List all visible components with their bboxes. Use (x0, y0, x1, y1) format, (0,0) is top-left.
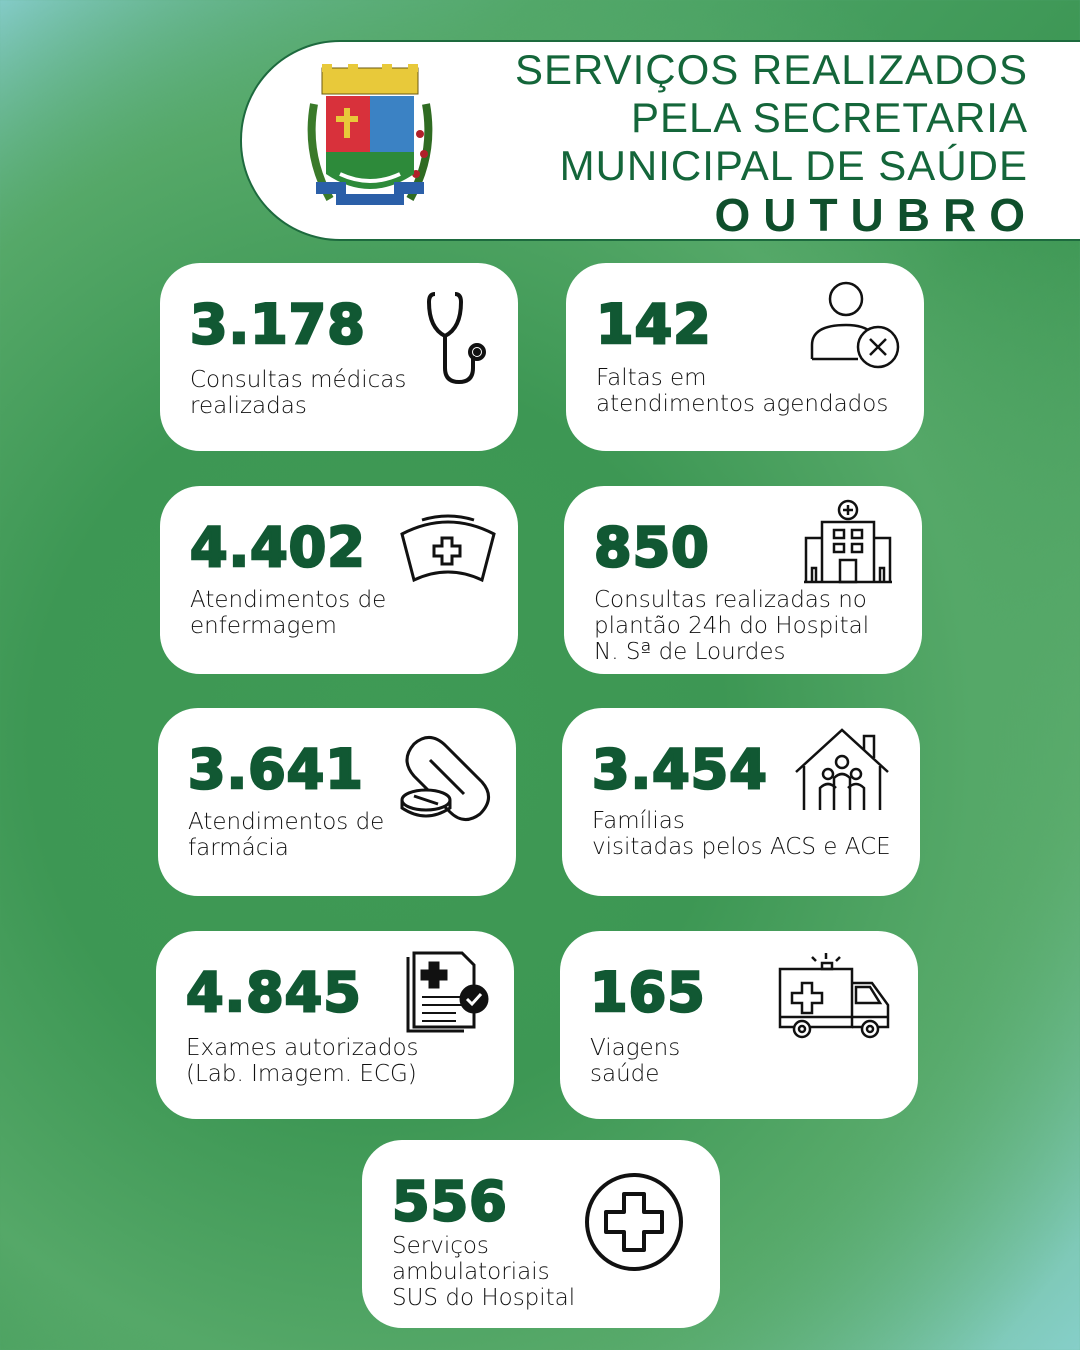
header-banner (240, 40, 1080, 241)
description-line: ambulatoriais (392, 1259, 550, 1285)
stat-card-enfermagem (160, 486, 518, 674)
description-line: Famílias (592, 808, 685, 834)
description-line: Atendimentos de (188, 809, 385, 835)
stat-value: 3.454 (592, 738, 768, 801)
stat-description (392, 1233, 575, 1311)
nurse-cap-icon (398, 514, 498, 584)
stat-description (592, 808, 891, 860)
stat-value: 3.641 (188, 738, 364, 801)
stat-description (596, 365, 888, 417)
description-line: N. Sª de Lourdes (594, 639, 786, 665)
description-line: saúde (590, 1061, 660, 1087)
ambulance-icon (776, 947, 892, 1043)
description-line: Consultas médicas (190, 367, 407, 393)
stat-description (594, 587, 869, 665)
pills-icon (400, 734, 492, 826)
description-line: atendimentos agendados (596, 391, 889, 417)
stat-card-ambulatoriais (362, 1140, 720, 1328)
header-title (515, 46, 1028, 190)
coat-of-arms-logo (300, 64, 440, 220)
stat-value: 556 (392, 1170, 508, 1233)
description-line: Serviços (392, 1233, 489, 1259)
stat-card-farmacia (158, 708, 516, 896)
stat-card-faltas (566, 263, 924, 451)
title-line: SERVIÇOS REALIZADOS (514, 46, 1028, 93)
stat-description (186, 1035, 419, 1087)
user-absent-icon (808, 281, 903, 369)
stat-value: 4.402 (190, 516, 366, 579)
title-line: MUNICIPAL DE SAÚDE (559, 142, 1028, 189)
stat-description (190, 587, 386, 639)
stat-card-viagens (560, 931, 918, 1119)
stat-value: 4.845 (186, 961, 362, 1024)
medical-cross-icon (584, 1172, 684, 1272)
title-line: PELA SECRETARIA (630, 94, 1028, 141)
month-label: OUTUBRO (714, 189, 1038, 241)
description-line: Consultas realizadas no (594, 587, 867, 613)
description-line: realizadas (190, 393, 307, 419)
description-line: Atendimentos de (190, 587, 387, 613)
stat-description (590, 1035, 680, 1087)
description-line: Viagens (590, 1035, 681, 1061)
stat-description (190, 367, 406, 419)
description-line: SUS do Hospital (392, 1285, 576, 1311)
description-line: (Lab. Imagem. ECG) (186, 1061, 417, 1087)
stat-card-plantao-hospital (564, 486, 922, 674)
description-line: Faltas em (596, 365, 707, 391)
stat-value: 165 (590, 961, 706, 1024)
stat-value: 142 (596, 293, 712, 356)
description-line: Exames autorizados (186, 1035, 419, 1061)
description-line: farmácia (188, 835, 289, 861)
stat-description (188, 809, 384, 861)
stat-card-exames (156, 931, 514, 1119)
stat-card-familias (562, 708, 920, 896)
stat-card-consultas-medicas (160, 263, 518, 451)
medical-report-icon (406, 951, 492, 1033)
hospital-icon (804, 498, 894, 584)
family-house-icon (794, 728, 890, 812)
description-line: enfermagem (190, 613, 337, 639)
stethoscope-icon (425, 288, 495, 388)
description-line: visitadas pelos ACS e ACE (592, 834, 891, 860)
description-line: plantão 24h do Hospital (594, 613, 870, 639)
stat-value: 850 (594, 516, 710, 579)
stat-value: 3.178 (190, 293, 366, 356)
